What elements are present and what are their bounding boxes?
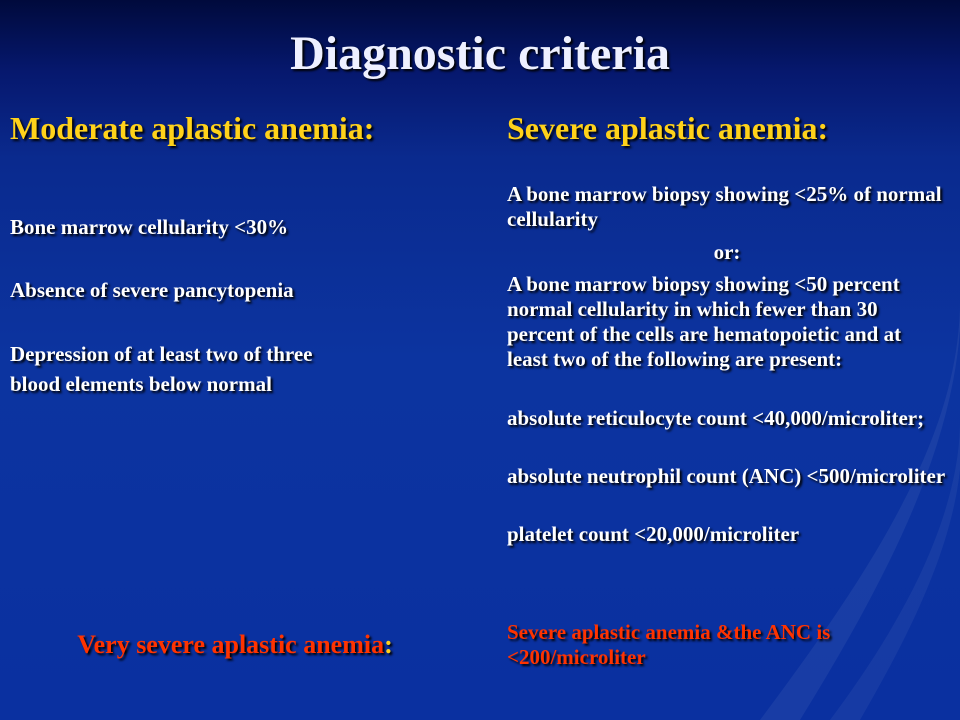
very-severe-heading-text: Very severe aplastic anemia	[77, 630, 385, 659]
moderate-criterion-depression-line2: blood elements below normal	[10, 372, 272, 396]
severe-sub-platelet: platelet count <20,000/microliter	[507, 522, 800, 546]
severe-sub-anc: absolute neutrophil count (ANC) <500/microliter	[507, 464, 946, 488]
moderate-criterion-cellularity: Bone marrow cellularity <30%	[10, 215, 289, 239]
very-severe-definition: Severe aplastic anemia &the ANC is <200/microliter	[507, 620, 831, 669]
moderate-criterion-pancytopenia: Absence of severe pancytopenia	[10, 278, 294, 302]
moderate-criterion-depression-line1: Depression of at least two of three	[10, 342, 313, 366]
very-severe-heading-colon: :	[384, 630, 393, 659]
page-title: Diagnostic criteria	[290, 27, 670, 80]
very-severe-heading	[0, 630, 470, 660]
severe-heading: Severe aplastic anemia:	[507, 110, 829, 146]
severe-criterion-biopsy-25: A bone marrow biopsy showing <25% of normal cellularity	[507, 182, 942, 231]
severe-or-separator: or:	[713, 240, 741, 264]
severe-sub-reticulocyte: absolute reticulocyte count <40,000/microliter;	[507, 406, 925, 430]
moderate-heading: Moderate aplastic anemia:	[10, 110, 375, 146]
severe-criterion-biopsy-50: A bone marrow biopsy showing <50 percent normal cellularity in which fewer than 30 percent of the cells are hematopoietic and at least two of the following are present:	[507, 272, 902, 371]
